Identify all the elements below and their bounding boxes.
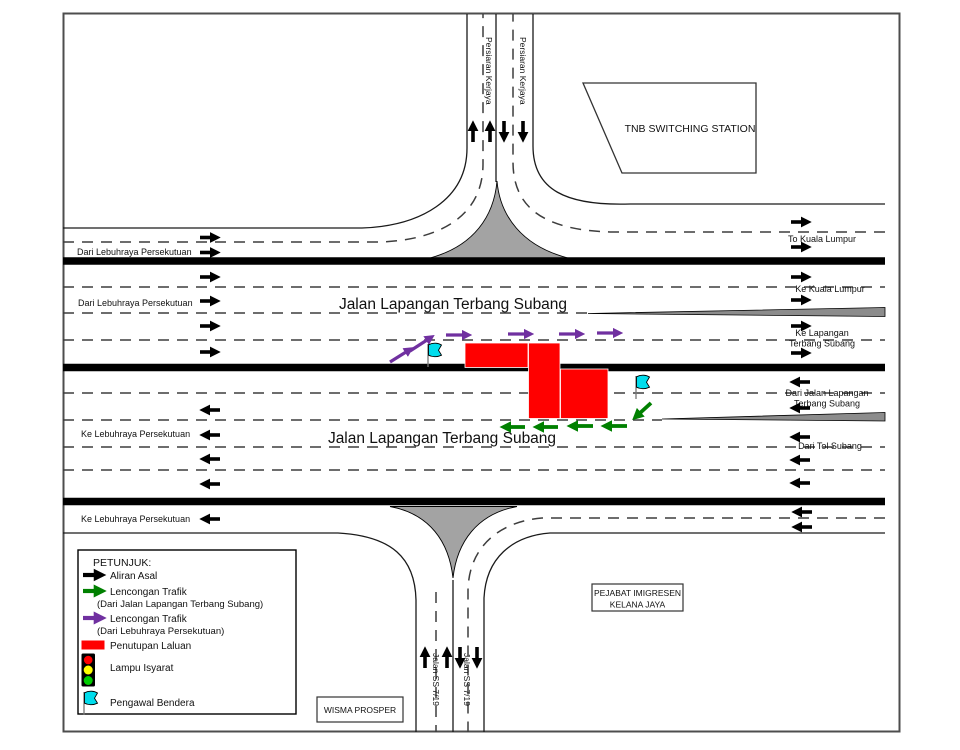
label-dari-lebuhraya-1: Dari Lebuhraya Persekutuan: [77, 247, 192, 257]
legend-item-label: Pengawal Bendera: [110, 698, 195, 709]
label-dari-tol-subang: Dari Tol Subang: [798, 441, 862, 451]
wisma-label: WISMA PROSPER: [323, 705, 397, 715]
label-ke-lapangan-line2: Terbang Subang: [788, 338, 856, 349]
pejabat-label-line2: KELANA JAYA: [609, 599, 666, 610]
label-to-kuala-lumpur: To Kuala Lumpur: [787, 234, 857, 244]
closure-block: [561, 369, 609, 419]
legend-title: PETUNJUK:: [93, 557, 152, 569]
label-ke-kuala-lumpur: Ke Kuala Lumpur: [795, 284, 865, 294]
closure-block: [465, 343, 528, 368]
pejabat-label-line1: PEJABAT IMIGRESEN: [593, 588, 682, 598]
legend-item-label: Lencongan Trafik: [110, 587, 187, 598]
label-dari-jalan-lapangan-line2: Terbang Subang: [793, 398, 861, 409]
legend-item-sublabel: (Dari Lebuhraya Persekutuan): [97, 626, 225, 637]
road-label-jalan-ss-1: Jalan SS 7/19: [431, 653, 441, 706]
legend-item-label: Lencongan Trafik: [110, 614, 187, 625]
label-ke-lebuhraya-2: Ke Lebuhraya Persekutuan: [81, 514, 191, 524]
road-label-persiaran-kerjaya-1: Persiaran Kerjaya: [484, 37, 494, 105]
tnb-building-label: TNB SWITCHING STATION: [624, 123, 756, 135]
legend: [78, 550, 296, 715]
closure-block: [529, 343, 561, 419]
legend-item-label: Aliran Asal: [110, 571, 158, 582]
legend-item-sublabel: (Dari Jalan Lapangan Terbang Subang): [97, 599, 264, 610]
label-dari-lebuhraya-2: Dari Lebuhraya Persekutuan: [78, 298, 193, 308]
road-label-persiaran-kerjaya-2: Persiaran Kerjaya: [518, 37, 528, 105]
main-road-name-upper: Jalan Lapangan Terbang Subang: [338, 296, 568, 313]
legend-closure-icon: [82, 641, 105, 650]
label-ke-lebuhraya-1: Ke Lebuhraya Persekutuan: [81, 429, 191, 439]
legend-item-label: Lampu Isyarat: [110, 663, 174, 674]
main-road-name-lower: Jalan Lapangan Terbang Subang: [327, 430, 557, 447]
label-ke-lapangan-line1: Ke Lapangan: [795, 328, 849, 338]
legend-traffic-light-icon: [82, 654, 96, 687]
label-dari-jalan-lapangan-line1: Dari Jalan Lapangan: [785, 388, 869, 398]
road-label-jalan-ss-2: Jalan SS 7/19: [462, 653, 472, 706]
legend-item-label: Penutupan Laluan: [110, 641, 192, 652]
